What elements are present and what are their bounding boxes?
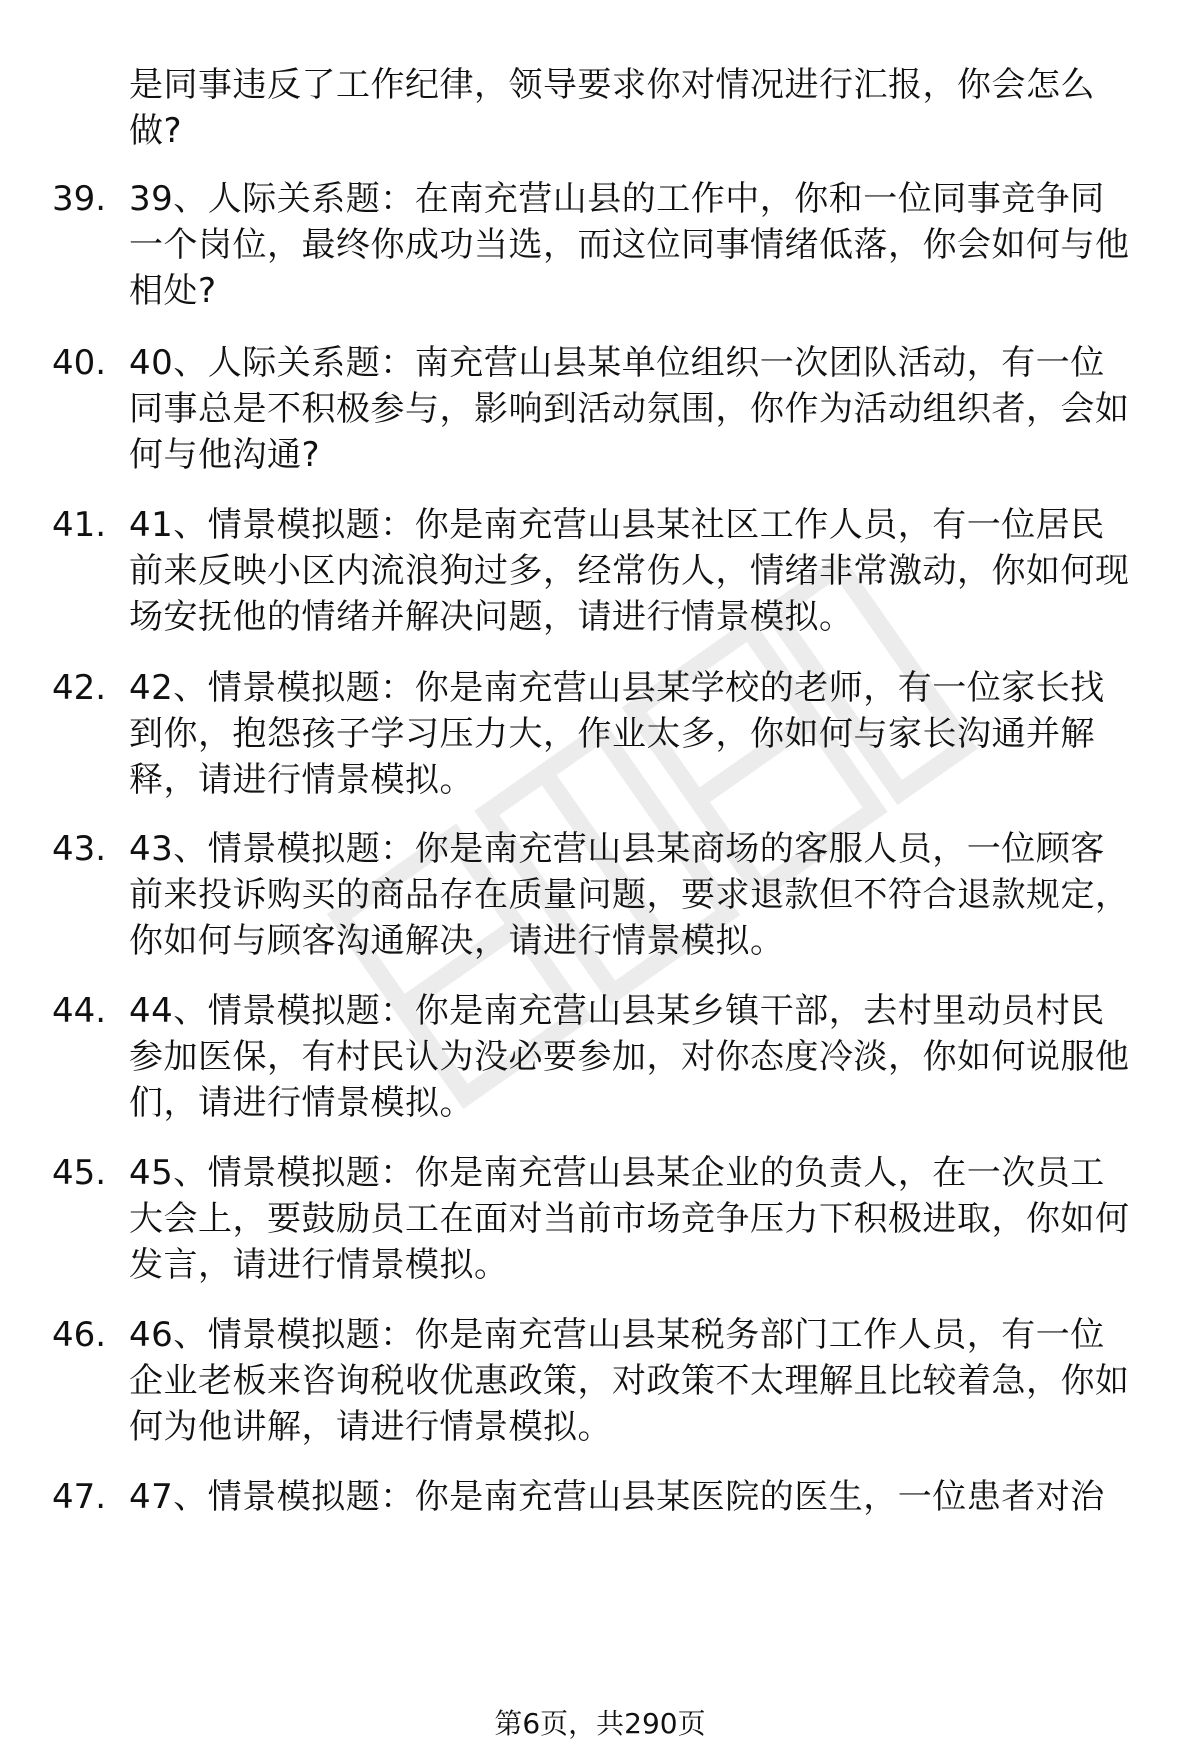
- question-number: 41.: [52, 505, 107, 545]
- question-number: 47.: [52, 1477, 107, 1517]
- question-text: 43、情景模拟题：你是南充营山县某商场的客服人员，一位顾客前来投诉购买的商品存在质量问题，要求退款但不符合退款规定，你如何与顾客沟通解决，请进行情景模拟。: [129, 829, 1130, 961]
- question-number: 46.: [52, 1315, 107, 1355]
- question-text: 46、情景模拟题：你是南充营山县某税务部门工作人员，有一位企业老板来咨询税收优惠政策，对政策不太理解且比较着急，你如何为他讲解，请进行情景模拟。: [129, 1315, 1130, 1447]
- question-number: 40.: [52, 343, 107, 383]
- question-text: 40、人际关系题：南充营山县某单位组织一次团队活动，有一位同事总是不积极参与，影响到活动氛围，你作为活动组织者，会如何与他沟通?: [129, 343, 1130, 475]
- question-number: 39.: [52, 179, 107, 219]
- question-number: 43.: [52, 829, 107, 869]
- question-text: 42、情景模拟题：你是南充营山县某学校的老师，有一位家长找到你，抱怨孩子学习压力大，作业太多，你如何与家长沟通并解释，请进行情景模拟。: [129, 668, 1105, 800]
- question-number: 45.: [52, 1153, 107, 1193]
- question-number: 42.: [52, 668, 107, 708]
- question-text: 41、情景模拟题：你是南充营山县某社区工作人员，有一位居民前来反映小区内流浪狗过多，经常伤人，情绪非常激动，你如何现场安抚他的情绪并解决问题，请进行情景模拟。: [129, 505, 1130, 637]
- continuation-text: 是同事违反了工作纪律，领导要求你对情况进行汇报，你会怎么做?: [129, 65, 1095, 151]
- question-text: 44、情景模拟题：你是南充营山县某乡镇干部，去村里动员村民参加医保，有村民认为没必要参加，对你态度冷淡，你如何说服他们，请进行情景模拟。: [129, 991, 1130, 1123]
- question-text: 39、人际关系题：在南充营山县的工作中，你和一位同事竞争同一个岗位，最终你成功当选，而这位同事情绪低落，你会如何与他相处?: [129, 179, 1130, 311]
- question-text: 47、情景模拟题：你是南充营山县某医院的医生，一位患者对治: [129, 1477, 1105, 1517]
- question-number: 44.: [52, 991, 107, 1031]
- question-text: 45、情景模拟题：你是南充营山县某企业的负责人，在一次员工大会上，要鼓励员工在面对当前市场竞争压力下积极进取，你如何发言，请进行情景模拟。: [129, 1153, 1130, 1285]
- page-footer: 第6页，共290页: [494, 1707, 706, 1740]
